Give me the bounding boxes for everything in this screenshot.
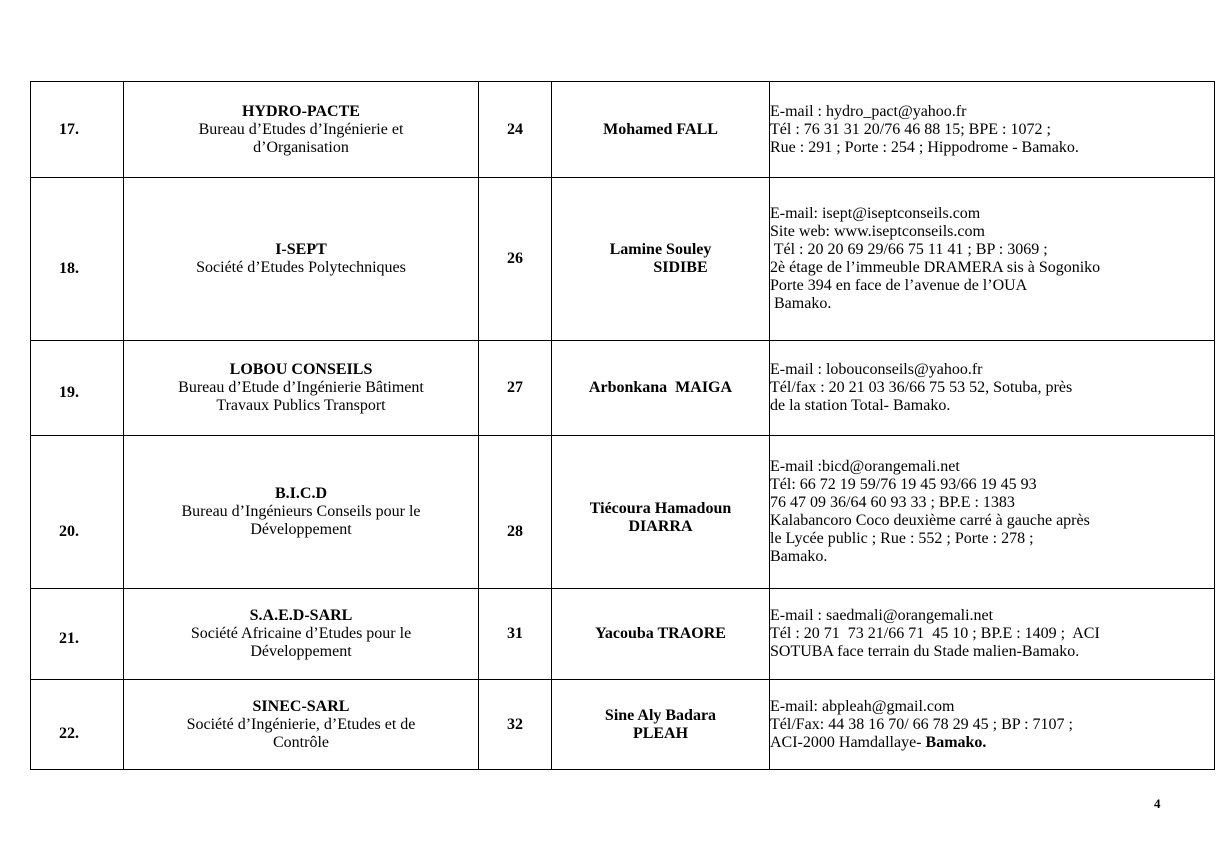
id-cell (479, 680, 552, 770)
row-number: 17. (59, 120, 79, 138)
contact-cell (770, 589, 1215, 680)
org-acronym: B.I.C.D (274, 485, 327, 502)
contact-line: E-mail : lobouconseils@yahoo.fr (770, 361, 983, 378)
org-name-line: Société d’Etudes Polytechniques (196, 259, 406, 276)
row-number-cell (31, 82, 124, 178)
contact-line: E-mail : hydro_pact@yahoo.fr (770, 102, 967, 120)
contact-line: Tél/fax : 20 21 03 36/66 75 53 52, Sotuba, près (770, 379, 1073, 396)
id-cell (479, 436, 552, 589)
page-number: 4 (1154, 796, 1161, 811)
org-acronym: I-SEPT (275, 241, 327, 258)
org-acronym: LOBOU CONSEILS (229, 361, 373, 378)
contact-cell (770, 178, 1215, 341)
id-cell (479, 341, 552, 436)
contact-line: E-mail :bicd@orangemali.net (770, 458, 960, 475)
contact-line: le Lycée public ; Rue : 552 ; Porte : 278 ; (770, 530, 1034, 547)
org-acronym: HYDRO-PACTE (242, 102, 360, 120)
person-name-line: Mohamed FALL (603, 120, 718, 138)
name-cell (552, 680, 770, 770)
id-cell (479, 589, 552, 680)
contact-cell (770, 680, 1215, 770)
row-number: 19. (59, 384, 79, 401)
id-cell (479, 178, 552, 341)
org-name-line: Développement (250, 643, 352, 660)
id-number: 26 (507, 250, 523, 267)
contact-line: Rue : 291 ; Porte : 254 ; Hippodrome - Bamako. (770, 138, 1079, 156)
person-name-line: Yacouba TRAORE (595, 625, 726, 642)
contact-cell (770, 82, 1215, 178)
contact-cell (770, 341, 1215, 436)
contact-line-text: ACI-2000 Hamdallaye- (770, 733, 926, 751)
name-cell (552, 589, 770, 680)
table-row (31, 341, 1215, 436)
table-row (31, 178, 1215, 341)
contact-line: Bamako. (770, 295, 832, 312)
contact-line: 2è étage de l’immeuble DRAMERA sis à Sogoniko (770, 259, 1101, 276)
row-number: 20. (59, 523, 79, 540)
org-name-line: Bureau d’Ingénieurs Conseils pour le (181, 503, 421, 520)
contact-cell (770, 436, 1215, 589)
row-number: 22. (59, 724, 79, 742)
name-cell (552, 436, 770, 589)
row-number: 18. (59, 260, 79, 277)
contact-line: Porte 394 en face de l’avenue de l’OUA (770, 277, 1028, 294)
person-name-line: Arbonkana MAIGA (588, 379, 733, 396)
contact-line: Tél : 76 31 31 20/76 46 88 15; BPE : 1072 ; (770, 120, 1051, 138)
contact-line: de la station Total- Bamako. (770, 397, 951, 414)
row-number-cell (31, 589, 124, 680)
person-name-line: PLEAH (632, 724, 689, 742)
org-name-line: Société Africaine d’Etudes pour le (190, 625, 412, 642)
id-number: 31 (507, 625, 523, 642)
firms-table (30, 81, 1215, 770)
table-row (31, 436, 1215, 589)
row-number-cell (31, 341, 124, 436)
organization-cell (124, 82, 479, 178)
org-name-line: Travaux Publics Transport (216, 397, 386, 414)
org-name-line: d’Organisation (253, 138, 349, 156)
contact-line: E-mail: isept@iseptconseils.com (770, 205, 981, 222)
name-cell (552, 82, 770, 178)
org-acronym: S.A.E.D-SARL (249, 607, 353, 624)
name-cell (552, 341, 770, 436)
organization-cell (124, 589, 479, 680)
org-name-line: Développement (250, 521, 352, 538)
contact-line: Kalabancoro Coco deuxième carré à gauche après (770, 512, 1090, 529)
org-name-line: Bureau d’Etudes d’Ingénierie et (198, 120, 404, 138)
person-name-line: DIARRA (628, 518, 693, 535)
org-name-line: Société d’Ingénierie, d’Etudes et de (186, 715, 416, 733)
row-number-cell (31, 178, 124, 341)
org-name-line: Contrôle (273, 733, 329, 751)
contact-line: Bamako. (770, 548, 828, 565)
table-row (31, 680, 1215, 770)
org-name-line: Bureau d’Etude d’Ingénierie Bâtiment (178, 379, 424, 396)
name-cell (552, 178, 770, 341)
contact-line: Tél/Fax: 44 38 16 70/ 66 78 29 45 ; BP : 7107 ; (770, 715, 1073, 733)
person-name-line: Sine Aly Badara (604, 706, 717, 724)
id-number: 32 (507, 715, 523, 733)
table-row (31, 589, 1215, 680)
contact-line: Site web: www.iseptconseils.com (770, 223, 985, 240)
organization-cell (124, 680, 479, 770)
row-number: 21. (59, 630, 79, 647)
id-number: 28 (507, 523, 523, 540)
person-name-line: Lamine Souley (609, 241, 712, 258)
row-number-cell (31, 436, 124, 589)
contact-line-city: Bamako. (925, 733, 987, 751)
contact-line: Tél: 66 72 19 59/76 19 45 93/66 19 45 93 (770, 476, 1037, 493)
contact-line: E-mail : saedmali@orangemali.net (770, 607, 994, 624)
row-number-cell (31, 680, 124, 770)
contact-line: SOTUBA face terrain du Stade malien-Bamako. (770, 643, 1080, 660)
person-name-line: Tiécoura Hamadoun (589, 500, 732, 517)
person-name-line: SIDIBE (653, 259, 708, 276)
id-number: 24 (507, 120, 523, 138)
contact-line (770, 734, 1214, 752)
contact-line: Tél : 20 20 69 29/66 75 11 41 ; BP : 3069 ; (770, 241, 1048, 258)
contact-line: Tél : 20 71 73 21/66 71 45 10 ; BP.E : 1409 ; ACI (770, 625, 1100, 642)
table-row (31, 82, 1215, 178)
contact-line: E-mail: abpleah@gmail.com (770, 697, 955, 715)
organization-cell (124, 178, 479, 341)
id-number: 27 (507, 379, 523, 396)
id-cell (479, 82, 552, 178)
org-acronym: SINEC-SARL (252, 697, 350, 715)
organization-cell (124, 341, 479, 436)
organization-cell (124, 436, 479, 589)
contact-line: 76 47 09 36/64 60 93 33 ; BP.E : 1383 (770, 494, 1015, 511)
